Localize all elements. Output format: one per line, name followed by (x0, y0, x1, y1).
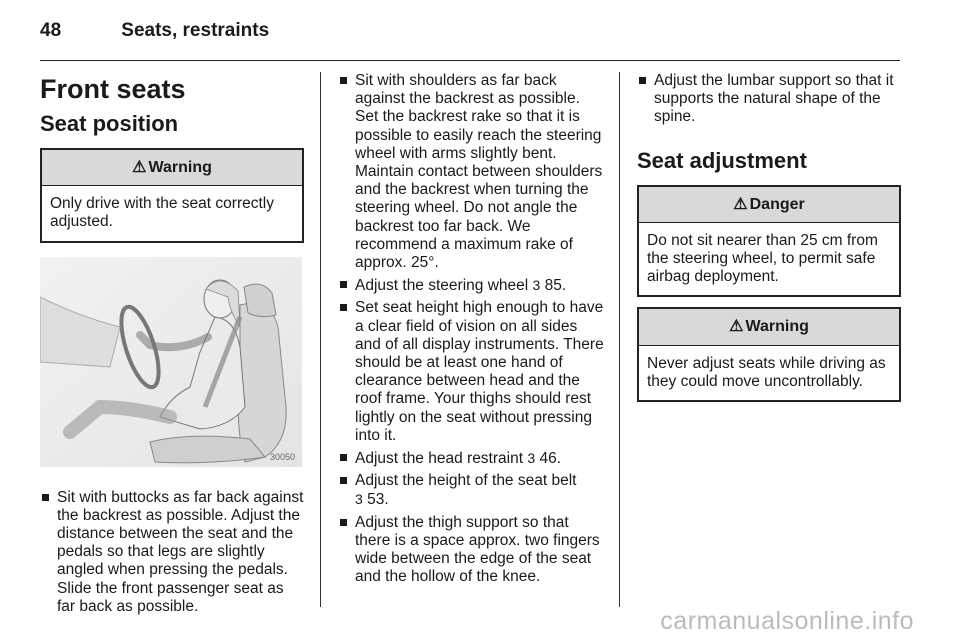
page-header (40, 20, 269, 42)
list-item (338, 276, 604, 295)
list-item: Adjust the lumbar support so that it supports the natural shape of the spine. (637, 72, 901, 127)
warning-text: Never adjust seats while driving as they could move uncontrollably. (647, 354, 886, 390)
warning-box (637, 307, 901, 402)
bullet-list (40, 489, 304, 616)
bullet-list (338, 72, 604, 586)
driver-seat-drawing (40, 257, 302, 467)
column-3 (637, 72, 901, 402)
watermark: carmanualsonline.info (660, 607, 914, 635)
header-rule (40, 60, 900, 61)
page-number: 48 (40, 20, 62, 41)
bullet-list (637, 72, 901, 127)
danger-box (637, 185, 901, 298)
warning-triangle-icon: ⚠ (729, 318, 744, 336)
warning-box-header (42, 150, 302, 186)
danger-box-header (639, 187, 899, 223)
list-item-text: Adjust the head restraint (355, 450, 524, 468)
page-reference-icon: 3 (355, 491, 363, 508)
page-reference-icon: 3 (527, 450, 536, 467)
subsection-heading: Seat position (40, 111, 179, 136)
danger-title: Danger (749, 195, 805, 213)
warning-triangle-icon: ⚠ (733, 195, 748, 213)
warning-triangle-icon: ⚠ (132, 159, 147, 176)
list-item-text: Adjust the steering wheel (355, 277, 529, 295)
warning-box-header (639, 309, 899, 345)
page-reference: 46. (539, 450, 562, 468)
list-item: Set seat height high enough to have a clear field of vision on all sides and of all display instruments. There should be at least one hand of clearance between head and the roof frame. Your thighs should rest lightly on the seat without pressing into it. (338, 299, 604, 445)
column-divider (619, 72, 620, 607)
illustration-code: 30050 (269, 451, 295, 462)
chapter-title: Seats, restraints (121, 20, 270, 41)
warning-box (40, 148, 304, 243)
list-item (338, 449, 604, 468)
danger-text: Do not sit nearer than 25 cm from the steering wheel, to permit safe airbag deployment. (647, 231, 878, 286)
list-item: Adjust the thigh support so that there is a space approx. two fingers wide between the edge of the seat and the hollow of the knee. (338, 514, 604, 587)
list-item-text: Adjust the height of the seat belt (355, 472, 577, 490)
warning-text: Only drive with the seat correctly adjusted. (50, 195, 274, 231)
list-item (338, 472, 604, 509)
seat-position-illustration (40, 257, 302, 467)
section-heading: Front seats (40, 74, 186, 104)
list-item: Sit with shoulders as far back against the backrest as possible. Set the backrest rake so that it is possible to easily reach the steering wheel with arms slightly bent. Maintain contact between shoulders and the backrest when turning the steering wheel. Do not angle the backrest too far back. We recommend a maximum rake of approx. 25°. (338, 72, 604, 272)
list-item: Sit with buttocks as far back against the backrest as possible. Adjust the distance between the seat and the pedals so that legs are slightly angled when pressing the pedals. Slide the front passenger seat as far back as possible. (40, 489, 304, 616)
column-1 (40, 72, 304, 620)
warning-title: Warning (148, 159, 212, 176)
warning-title: Warning (745, 318, 809, 336)
page-reference-icon: 3 (532, 277, 541, 294)
column-2 (338, 72, 604, 590)
page-reference: 85. (544, 277, 567, 295)
column-divider (320, 72, 321, 607)
subsection-heading: Seat adjustment (637, 147, 807, 173)
page-reference: 53. (367, 491, 389, 509)
